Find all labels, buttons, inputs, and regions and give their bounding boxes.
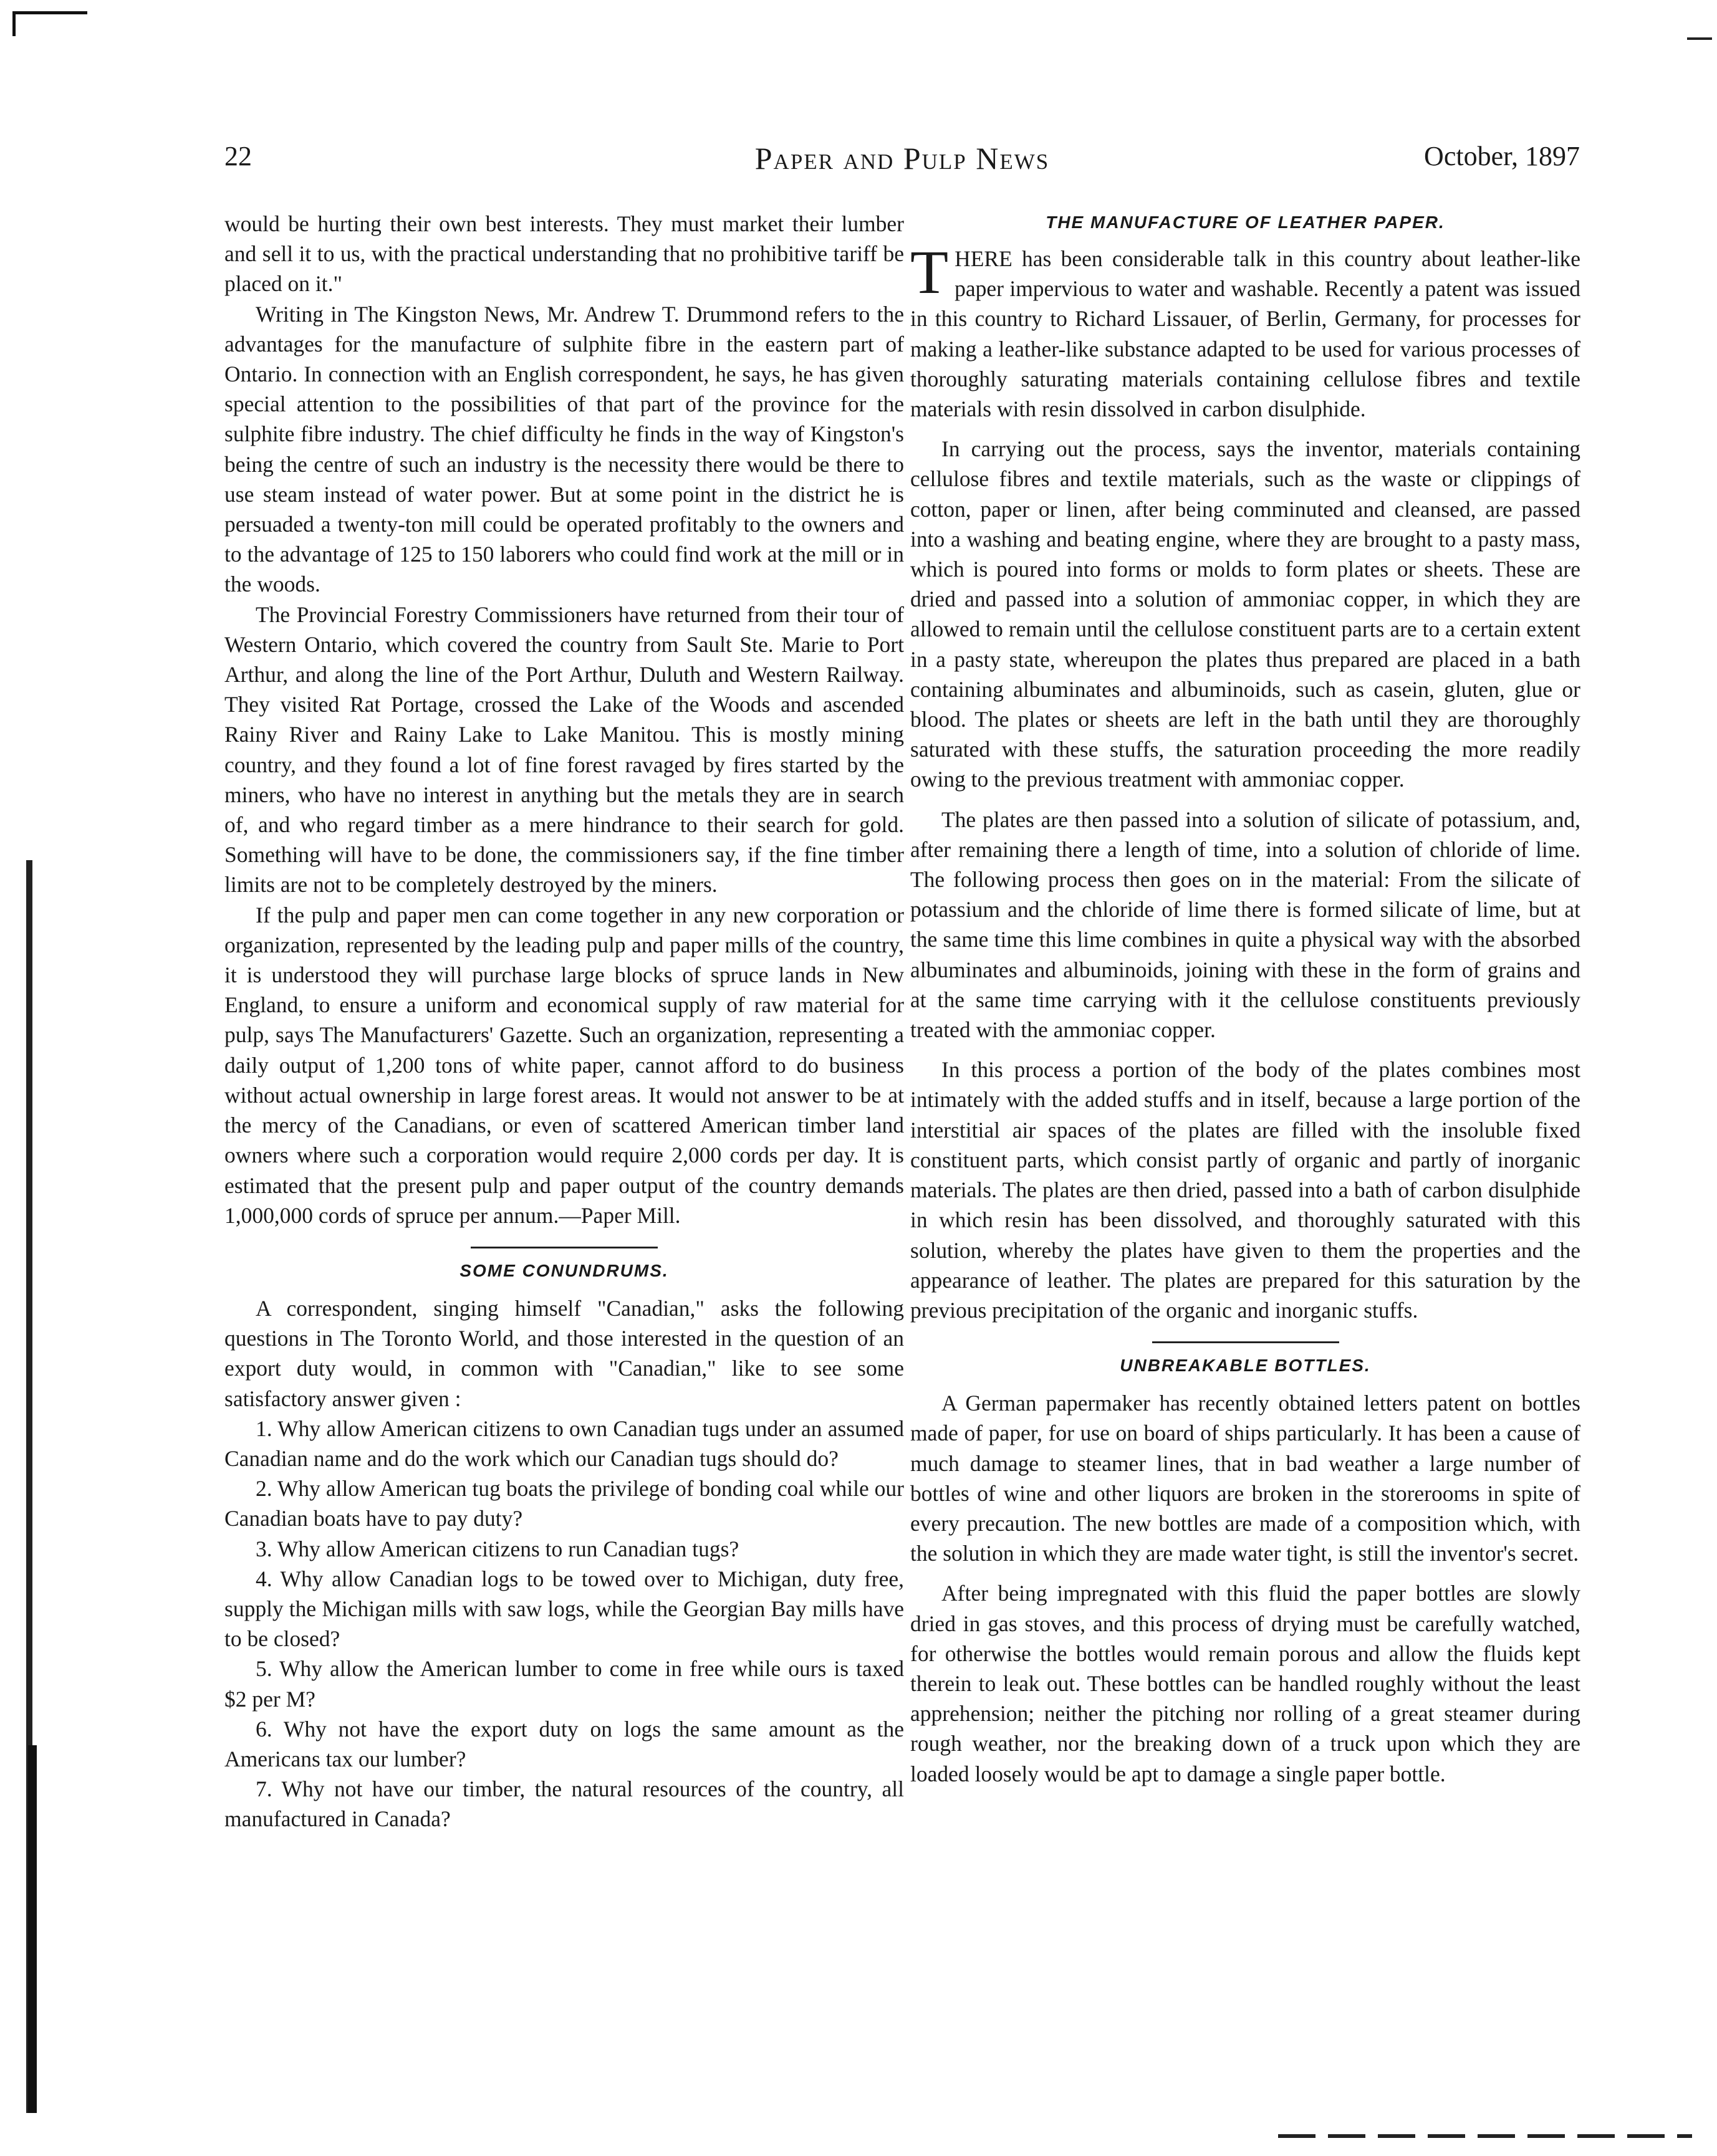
list-item: 1. Why allow American citizens to own Canadian tugs under an assumed Canadian name and do the work which our Canadian tugs should do? (224, 1416, 904, 1471)
section-heading: UNBREAKABLE BOTTLES. (1120, 1356, 1371, 1376)
issue-date: October, 1897 (1424, 141, 1580, 171)
paragraph: The plates are then passed into a solution of silicate of potassium, and, after remaining there a length of time, into a solution of chloride of lime. The following process then goes on in the material: From the silicate of potassium and the chloride of lime there is formed silicate of lime, but at the same time this lime combines in quite a physical way with the absorbed albuminates and albuminoids, joining with these in the form of grains and at the same time carrying with it the cellulose constituents previously treated with the ammoniac copper. (910, 807, 1580, 1043)
list-item: 2. Why allow American tug boats the privilege of bonding coal while our Canadian boats have to pay duty? (224, 1476, 904, 1531)
section-heading: THE MANUFACTURE OF LEATHER PAPER. (1046, 213, 1445, 232)
right-column (910, 209, 1580, 1789)
paragraph (910, 237, 1580, 424)
paragraph: After being impregnated with this fluid the paper bottles are slowly dried in gas stoves, and this process of drying must be carefully watched, for otherwise the bottles would remain porous and allow the fluids kept therein to leak out. These bottles can be handled roughly without the least apprehension; neither the pitching nor rolling of a great steamer during rough weather, nor the breaking down of a truck upon which they are loaded loosely would be apt to damage a single paper bottle. (910, 1581, 1580, 1786)
paragraph: In this process a portion of the body of the plates combines most intimately with the added stuffs and in itself, because a large portion of the interstitial air spaces of the plates are filled with the insoluble fixed constituent parts, which consist partly of organic and partly of inorganic materials. The plates are then dried, passed into a bath of carbon disulphide in which resin has been dissolved, and thoroughly saturated with this solution, whereby the plates have given to them the properties and the appearance of leather. The plates are prepared for this saturation by the previous precipitation of the organic and inorganic stuffs. (910, 1057, 1580, 1323)
list-item: 7. Why not have our timber, the natural resources of the country, all manufactured in Canada? (224, 1776, 904, 1832)
paragraph-text: HERE has been considerable talk in this country about leather-like paper impervious to water and washable. Recently a patent was issued in this country to Richard Lissauer, of Berlin, Germany, for processes for making a leather-like substance adapted to be used for various processes of thoroughly saturating materials containing cellulose fibres and textile materials with resin dissolved in carbon disulphide. (910, 246, 1580, 422)
list-item: 3. Why allow American citizens to run Canadian tugs? (256, 1536, 739, 1561)
page-number: 22 (224, 141, 252, 171)
paragraph: would be hurting their own best interests. They must market their lumber and sell it to us, with the practical understanding that no prohibitive tariff be placed on it." (224, 211, 904, 297)
scan-edge-mark (1278, 2134, 1692, 2138)
scan-edge-mark (1687, 37, 1712, 40)
drop-cap: T (910, 237, 949, 307)
scan-edge-mark (12, 11, 87, 14)
scan-edge-mark (12, 11, 16, 36)
scan-edge-mark (28, 1745, 37, 2113)
list-item: 4. Why allow Canadian logs to be towed over to Michigan, duty free, supply the Michigan mills with saw logs, while the Georgian Bay mills have to be closed? (224, 1566, 904, 1652)
section-heading: SOME CONUNDRUMS. (459, 1260, 669, 1280)
paragraph: A German papermaker has recently obtained letters patent on bottles made of paper, for use on board of ships particularly. It has been a cause of much damage to steamer lines, that in bad weather a large number of bottles of wine and other liquors are broken in the storerooms in spite of every precaution. The new bottles are made of a composition which, with the solution in which they are made water tight, is still the inventor's secret. (910, 1391, 1580, 1566)
paragraph: If the pulp and paper men can come together in any new corporation or organization, represented by the leading pulp and paper mills of the country, it is understood they will purchase large blocks of spruce lands in New England, to ensure a uniform and economical supply of raw material for pulp, says The Manufacturers' Gazette. Such an organization, representing a daily output of 1,200 tons of white paper, cannot afford to do business without actual ownership in large forest areas. It would not answer to be at the mercy of the Canadians, or even of scattered American timber land owners where such a corporation would require 2,000 cords per day. It is estimated that the present pulp and paper output of the country demands 1,000,000 cords of spruce per annum.—Paper Mill. (224, 902, 904, 1228)
journal-title: Paper and Pulp News (754, 141, 1050, 176)
page-header (224, 140, 1580, 184)
list-item: 6. Why not have the export duty on logs the same amount as the Americans tax our lumber? (224, 1716, 904, 1771)
left-column (224, 209, 904, 1834)
list-item: 5. Why allow the American lumber to come in free while ours is taxed $2 per M? (224, 1656, 904, 1712)
paragraph: In carrying out the process, says the inventor, materials containing cellulose fibres and textile materials, such as the waste or clippings of cotton, paper or linen, after being comminuted and cleansed, are passed into a washing and beating engine, where they are brought to a pasty mass, which is poured into forms or molds to form plates or sheets. These are dried and passed into a solution of ammoniac copper, in which they are allowed to remain until the cellulose constituent parts are to a certain extent in a pasty state, whereupon the plates thus prepared are placed in a bath containing albuminates and albuminoids, such as casein, gluten, glue or blood. The plates or sheets are left in the bath until they are thoroughly saturated with these stuffs, the saturation proceeding the more readily owing to the previous treatment with ammoniac copper. (910, 436, 1580, 792)
paragraph: Writing in The Kingston News, Mr. Andrew T. Drummond refers to the advantages for the manufacture of sulphite fibre in the eastern part of Ontario. In connection with an English correspondent, he says, he has given special attention to the possibilities of that part of the province for the sulphite fibre industry. The chief difficulty he finds in the way of Kingston's being the centre of such an industry is the necessity there would be there to use steam instead of water power. But at some point in the district he is persuaded a twenty-ton mill could be operated profitably to the owners and to the advantage of 125 to 150 laborers who could find work at the mill or in the woods. (224, 301, 904, 597)
paragraph: The Provincial Forestry Commissioners have returned from their tour of Western Ontario, which covered the country from Sault Ste. Marie to Port Arthur, and along the line of the Port Arthur, Duluth and Western Railway. They visited Rat Portage, crossed the Lake of the Woods and ascended Rainy River and Rainy Lake to Lake Manitou. This is mostly mining country, and they found a lot of fine forest ravaged by fires started by the miners, who have no interest in anything but the metals they are in search of, and who regard timber as a mere hindrance to their search for gold. Something will have to be done, the commissioners say, if the fine timber limits are not to be completely destroyed by the miners. (224, 601, 904, 898)
paragraph: A correspondent, singing himself "Canadian," asks the following questions in The Toronto World, and those interested in the question of an export duty would, in common with "Canadian," like to see some satisfactory answer given : (224, 1295, 904, 1411)
